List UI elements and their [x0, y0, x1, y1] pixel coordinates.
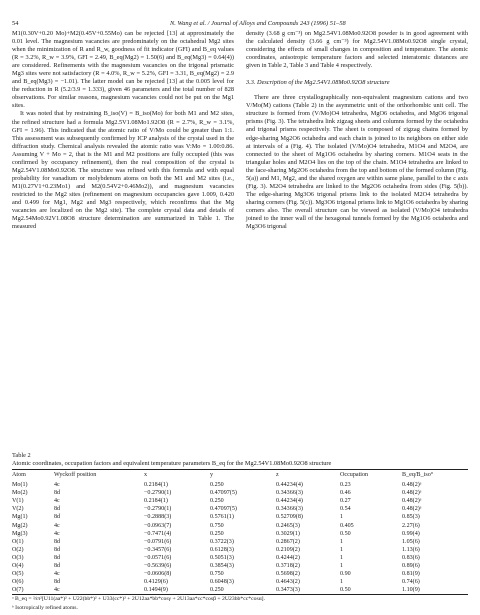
- table-cell: 1: [340, 554, 344, 561]
- table-cell: 8d: [54, 563, 61, 570]
- table-cell: 0.5051(3): [210, 554, 234, 561]
- left-paragraph-2: It was noted that by restraining B_iso(V) = B_iso(Mo) for both M1 and M2 sites, the refined structure had a formula Mg2.5V1.08Mo1.92O8 (R = 2.7%, R_w = 3.1%, GFI = 1.96). This indicated that the atomic ratio of V/Mo could be greater than 1:1. This assessment was subsequently confirmed by ICP analysis of the crystal used in the diffraction study. Chemical analysis revealed the atomic ratio was V:Mo = 1.00:0.86. Assuming V + Mo = 2, that is the M1 and M2 positions are fully occupied (this was confirmed by occupancy refinement), then the real composition of the crystal is Mg2.54V1.08Mo0.92O8. The structure was refined with this formula and with equal probability for vanadium or molybdenum atoms on both the M1 and M2 sites (i.e., M1(0.27V1+0.23Mo1) and M2(0.54V2+0.46Mo2)), and magnesium vacancies restricted to the Mg2 sites (refinement on magnesium occupancies gave 1.009, 0.420 and 0.499 for Mg1, Mg2 and Mg3 respectively, which reconfirms that the Mg vacancies are localized on the Mg2 site). The complete crystal data and details of Mg2.54Mo0.92V1.08O8 structure determination are summarized in Table 1. The measured: [12, 110, 234, 231]
- table-cell: 0.47097(5): [210, 490, 237, 497]
- coordinates-table: [12, 470, 468, 594]
- table-cell: 0.90: [340, 571, 351, 578]
- table-row: [12, 530, 468, 538]
- table-cell: −0.0963(7): [144, 522, 172, 529]
- table-cell: 1.05(6): [402, 538, 420, 545]
- table-cell: 0.2184(1): [144, 482, 168, 489]
- table-cell: −0.7471(4): [144, 530, 172, 537]
- table-cell: 0.52709(8): [276, 514, 303, 521]
- table-cell: 0.4129(6): [144, 579, 168, 586]
- right-paragraph-description: There are three crystallographically non-equivalent magnesium cations and two V/Mo(M) cations (Table 2) in the asymmetric unit of the orthorhombic unit cell. The structure is formed from (V/Mo)O4 tetrahedra, MgO6 octahedra, and MgO6 trigonal prisms (Fig. 3). The tetrahedra link zigzag sheets and columns formed by the octahedra and trigonal prisms respectively. The sheet is composed of zigzag chains formed by edge-sharing Mg2O6 octahedra and each chain is joined to its neighbors on either side at intervals of a (Fig. 4). The isolated (V/Mo)O4 tetrahedra, M1O4 and M2O4, are connected to the sheet of Mg1O6 octahedra by sharing corners. M1O4 seats in the triangular holes and M2O4 lies on the top of the chain. M1O4 tetrahedra are linked to the face-sharing Mg2O6 octahedra from the top and bottom of the formed column (Fig. 5(a)) and M1, Mg2, and the shared oxygen are within same plane, parallel to the c axis (Fig. 3). M2O4 tetrahedra are linked to the Mg2O6 octahedra from sides (Fig. 5(b)). The edge-sharing Mg3O6 trigonal prisms link to the isolated M2O4 tetrahedra by sharing corners (Fig. 5(c)). Mg3O6 trigonal prisms link to Mg1O6 octahedra by sharing corners also. The overall structure can be viewed as isolated (V/Mo)O4 tetrahedra joined to the inner wall of the hexagonal tunnels formed by the Mg1O6 octahedra and Mg3O6 trigonal: [246, 94, 468, 231]
- table-cell: 0.99(4): [402, 530, 420, 537]
- table-cell: Mg(3): [12, 530, 28, 537]
- right-paragraph-intro: density (3.68 g cm⁻³) on Mg2.54V1.08Mo0.92O8 powder is in good agreement with the calculated density (3.66 g cm⁻³) for Mg2.54V1.08Mo0.92O8 single crystal, considering the effects of small changes in composition and temperature. The atomic coordinates, anisotropic temperature factors and selected interatomic distances are given in Table 2, Table 3 and Table 4 respectively.: [246, 30, 468, 70]
- table-row: [12, 505, 468, 513]
- table-row: [12, 578, 468, 586]
- table-cell: 0.250: [210, 498, 224, 505]
- table-cell: 0.48(2)ᵃ: [402, 482, 422, 489]
- table-cell: 0.50: [340, 587, 351, 594]
- table-cell: 0.250: [210, 482, 224, 489]
- table-cell: 0.81(9): [402, 571, 420, 578]
- table-cell: 0.44234(4): [276, 482, 303, 489]
- table-cell: 0.5698(2): [276, 571, 300, 578]
- table-cell: 4c: [54, 530, 60, 537]
- table-cell: 0.2867(2): [276, 538, 300, 545]
- table-cell: 1: [340, 514, 344, 521]
- page-number: 54: [12, 20, 19, 27]
- table-cell: 0.3473(3): [276, 587, 300, 594]
- table-cell: O(2): [12, 546, 24, 553]
- header-y: y: [210, 472, 214, 478]
- table-cell: −0.2790(1): [144, 490, 172, 497]
- table-cell: 0.2465(3): [276, 522, 300, 529]
- table-cell: 8d: [54, 538, 61, 545]
- table-cell: 0.6048(3): [210, 579, 234, 586]
- table-cell: Mg(2): [12, 522, 28, 529]
- table-cell: 1: [340, 538, 344, 545]
- table-cell: 0.47097(5): [210, 506, 237, 513]
- table-cell: −0.2790(1): [144, 506, 172, 513]
- table-cell: 0.74(6): [402, 579, 420, 586]
- table-cell: 4c: [54, 571, 60, 578]
- table-cell: 0.1494(9): [144, 587, 168, 594]
- table-cell: O(6): [12, 579, 24, 586]
- table-cell: 0.250: [210, 530, 224, 537]
- table-cell: −0.0606(8): [144, 571, 172, 578]
- table-cell: O(4): [12, 563, 24, 570]
- table-cell: 0.2109(2): [276, 546, 300, 553]
- table-cell: 0.34366(3): [276, 506, 303, 513]
- table-cell: −0.3457(6): [144, 546, 172, 553]
- table-cell: O(1): [12, 538, 24, 545]
- table-row: [12, 480, 468, 489]
- table-row: [12, 562, 468, 570]
- table-row: [12, 513, 468, 521]
- table-cell: 1.13(6): [402, 546, 420, 553]
- table-cell: Mo(2): [12, 490, 28, 497]
- table-cell: −0.2888(3): [144, 514, 172, 521]
- table-header-row: [12, 470, 468, 480]
- table-cell: 0.5761(1): [210, 514, 234, 521]
- section-heading: 3.3. Description of the Mg2.54V1.08Mo0.92O8 structure: [246, 79, 390, 87]
- table-cell: 0.48(2)ᵃ: [402, 498, 422, 505]
- table-cell: 0.750: [210, 571, 224, 578]
- table-cell: 0.27: [340, 498, 351, 505]
- table-cell: 0.4643(2): [276, 579, 300, 586]
- table-row: [12, 546, 468, 554]
- table-cell: 8d: [54, 490, 61, 497]
- left-column: [12, 30, 234, 231]
- table-cell: 2.27(6): [402, 522, 420, 529]
- table-cell: 4c: [54, 587, 60, 594]
- header-wyckoff: Wyckoff position: [54, 472, 97, 478]
- table-cell: 0.250: [210, 587, 224, 594]
- table-row: [12, 522, 468, 530]
- table-row: [12, 554, 468, 562]
- table-cell: V(1): [12, 498, 24, 505]
- table-title: Table 2: [12, 452, 31, 459]
- table-cell: 0.23: [340, 482, 351, 489]
- table-cell: 0.50: [340, 530, 351, 537]
- table-cell: 4c: [54, 482, 60, 489]
- table-cell: 0.750: [210, 522, 224, 529]
- table-cell: 0.44234(4): [276, 498, 303, 505]
- table-cell: 0.54: [340, 506, 351, 513]
- table-row: [12, 538, 468, 546]
- table-cell: −0.0791(6): [144, 538, 172, 545]
- table-cell: 0.3854(3): [210, 563, 234, 570]
- table-cell: 1: [340, 579, 344, 586]
- header-beq: B_eq/B_iso°: [402, 472, 434, 478]
- table-cell: 0.89(6): [402, 563, 420, 570]
- header-z: z: [276, 472, 279, 478]
- table-cell: 0.46: [340, 490, 351, 497]
- left-paragraph-1: M1(0.30V+0.20 Mo)+M2(0.45V+0.55Mo) can be rejected [13] at approximately the 0.01 level. The magnesium vacancies are predominately on the octahedral Mg2 sites when the minimization of R and R_w, goodness of fit indicator (GFI) and B_eq values (R = 3.2%, R_w = 3.9%, GFI = 2.49, B_eq(Mg2) = 1.50(6) and B_eq(Mg3) = 0.64(4)) are considered. Refinements with the magnesium vacancies on the trigonal prismatic Mg3 sites were not satisfactory (R = 4.0%, R_w = 5.2%, GFI = 3.31, B_eq(Mg2) = 2.9 and B_eq(Mg3) = −1.01). The latter model can be rejected [13] at the 0.005 level for the reduction in R (5.2/3.9 = 1.333), given 46 parameters and the total number of 828 observations. For similar reasons, magnesium vacancies could not be put on the Mg1 sites.: [12, 30, 234, 110]
- table-cell: 8d: [54, 579, 61, 586]
- table-cell: 0.34366(3): [276, 490, 303, 497]
- table-row: [12, 570, 468, 578]
- table-cell: 4c: [54, 522, 60, 529]
- table-cell: 8d: [54, 506, 61, 513]
- right-column: [246, 30, 468, 231]
- table-cell: 0.6128(3): [210, 546, 234, 553]
- table-cell: O(5): [12, 571, 24, 578]
- table-cell: 0.85(3): [402, 514, 420, 521]
- table-cell: O(7): [12, 587, 24, 594]
- table-cell: 0.83(6): [402, 554, 420, 561]
- table-cell: 0.48(2)ᵃ: [402, 490, 422, 497]
- table-cell: 0.2184(1): [144, 498, 168, 505]
- table-row: [12, 497, 468, 505]
- table-footnote-a: ᵃ B_eq = ⅔π²[U11(aa*)² + U22(bb*)² + U33(cc*)² + 2U12aa*bb*cosγ + 2U13aa*cc*cosβ + 2U23bb*cc*cosα].: [12, 596, 265, 603]
- table-cell: −0.5639(6): [144, 563, 172, 570]
- table-cell: 4c: [54, 498, 60, 505]
- table-cell: 8d: [54, 546, 61, 553]
- table-caption: Atomic coordinates, occupation factors and equivalent temperature parameters B_eq for the Mg2.54V1.08Mo0.92O8 structure: [12, 460, 332, 467]
- table-cell: 8d: [54, 514, 61, 521]
- table-cell: 1.10(9): [402, 587, 420, 594]
- header-atom: Atom: [12, 472, 26, 478]
- table-cell: 0.3029(1): [276, 530, 300, 537]
- table-row: [12, 586, 468, 594]
- table-cell: Mg(1): [12, 514, 28, 521]
- table-cell: 0.405: [340, 522, 354, 529]
- table-cell: Mo(1): [12, 482, 28, 489]
- table-cell: 1: [340, 546, 344, 553]
- table-cell: −0.0571(6): [144, 554, 172, 561]
- table-body: [12, 480, 468, 594]
- table-cell: 1: [340, 563, 344, 570]
- table-cell: 0.3718(2): [276, 563, 300, 570]
- table-row: [12, 489, 468, 497]
- running-title: N. Wang et al. / Journal of Alloys and Compounds 243 (1996) 51–58: [170, 20, 346, 27]
- table-footnote-b: ᵇ Isotropically refined atoms.: [12, 604, 78, 611]
- table-cell: 0.4244(2): [276, 554, 300, 561]
- header-occupation: Occupation: [340, 472, 369, 478]
- header-x: x: [144, 472, 148, 478]
- table-cell: V(2): [12, 506, 24, 513]
- table-cell: 0.3722(3): [210, 538, 234, 545]
- table-cell: 0.48(2)ᵃ: [402, 506, 422, 513]
- table-cell: 8d: [54, 554, 61, 561]
- table-cell: O(3): [12, 554, 24, 561]
- table-2: [12, 452, 468, 612]
- page-header: [12, 18, 468, 30]
